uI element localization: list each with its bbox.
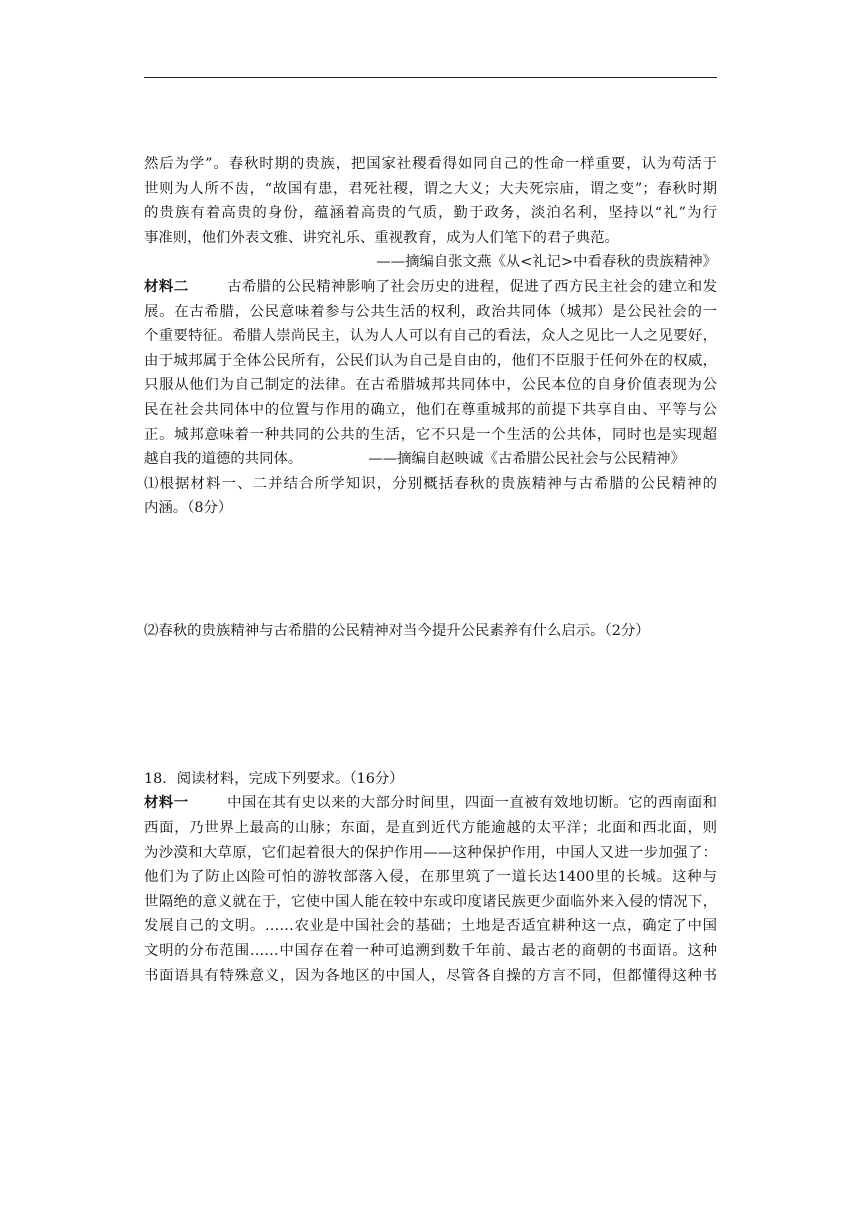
- material1-line: 然后为学”。春秋时期的贵族，把国家社稷看得如同自己的性命一样重要，认为苟活于: [144, 156, 717, 172]
- material2-first-line: [144, 275, 717, 300]
- question-1-line: 内涵。（8分）: [144, 500, 233, 517]
- material1-line: 事准则，他们外表文雅、讲究礼乐、重视教育，成为人们笔下的君子典范。: [144, 229, 619, 246]
- material2-line: 个重要特征。希腊人崇尚民主，认为人人可以有自己的看法，众人之见比一人之见要好，: [144, 328, 717, 345]
- q18-line: 文明的分布范围……中国存在着一种可追溯到数千年前、最古老的商朝的书面语。这种: [144, 943, 717, 959]
- material2-line: 只服从他们为自己制定的法律。在古希腊城邦共同体中，公民本位的自身价值表现为公: [144, 377, 717, 394]
- question-18-title: 18．阅读材料，完成下列要求。（16分）: [144, 770, 404, 787]
- q18-line: 他们为了防止凶险可怕的游牧部落入侵，在那里筑了一道长达1400里的长城。这种与: [144, 869, 717, 886]
- material1-source: ——摘编自张文燕《从<礼记>中看春秋的贵族精神》: [376, 254, 717, 271]
- q18-line: 世隔绝的意义就在于，它使中国人能在较中东或印度诸民族更少面临外来入侵的情况下，: [144, 893, 717, 910]
- material2-line: 由于城邦属于全体公民所有，公民们认为自己是自由的，他们不臣服于任何外在的权威，: [144, 352, 717, 369]
- q18-line: 西面，乃世界上最高的山脉；东面，是直到近代方能逾越的太平洋；北面和西北面，则: [144, 820, 717, 837]
- material2-line: 展。在古希腊，公民意味着参与公共生活的权利，政治共同体（城邦）是公民社会的一: [144, 303, 717, 320]
- material2-label: 材料二: [144, 278, 189, 295]
- material2-line: 民在社会共同体中的位置与作用的确立，他们在尊重城邦的前提下共享自由、平等与公: [144, 401, 717, 418]
- header-rule: [144, 77, 717, 78]
- material2-line: 越自我的道德的共同体。: [144, 451, 303, 468]
- material1-line: 的贵族有着高贵的身份，蕴涵着高贵的气质，勤于政务，淡泊名利，坚持以“礼”为行: [144, 205, 717, 222]
- q18-line: 为沙漠和大草原，它们起着很大的保护作用——这种保护作用，中国人又进一步加强了：: [144, 844, 717, 861]
- material2-line: 古希腊的公民精神影响了社会历史的进程，促进了西方民主社会的建立和发: [226, 278, 717, 295]
- q18-first-line: [144, 791, 717, 816]
- q18-line: 中国在其有史以来的大部分时间里，四面一直被有效地切断。它的西南面和: [226, 795, 717, 812]
- document-body: [144, 152, 717, 988]
- question-1-line: ⑴根据材料一、二并结合所学知识，分别概括春秋的贵族精神与古希腊的公民精神的: [144, 475, 717, 492]
- q18-line: 书面语具有特殊意义，因为各地区的中国人，尽管各自操的方言不同，但都懂得这种书: [144, 967, 717, 984]
- question-2: ⑵春秋的贵族精神与古希腊的公民精神对当今提升公民素养有什么启示。（2分）: [144, 623, 650, 640]
- material2-source: ——摘编自赵映诚《古希腊公民社会与公民精神》: [368, 451, 685, 468]
- material2-line: 正。城邦意味着一种共同的公共的生活，它不只是一个生活的公共体，同时也是实现超: [144, 426, 717, 443]
- q18-material-label: 材料一: [144, 795, 189, 812]
- material2-last-line: [144, 447, 717, 472]
- material1-line: 世则为人所不齿，“故国有患，君死社稷，谓之大义；大夫死宗庙，谓之变”；春秋时期: [144, 180, 717, 197]
- q18-line: 发展自己的文明。……农业是中国社会的基础；土地是否适宜耕种这一点，确定了中国: [144, 918, 717, 935]
